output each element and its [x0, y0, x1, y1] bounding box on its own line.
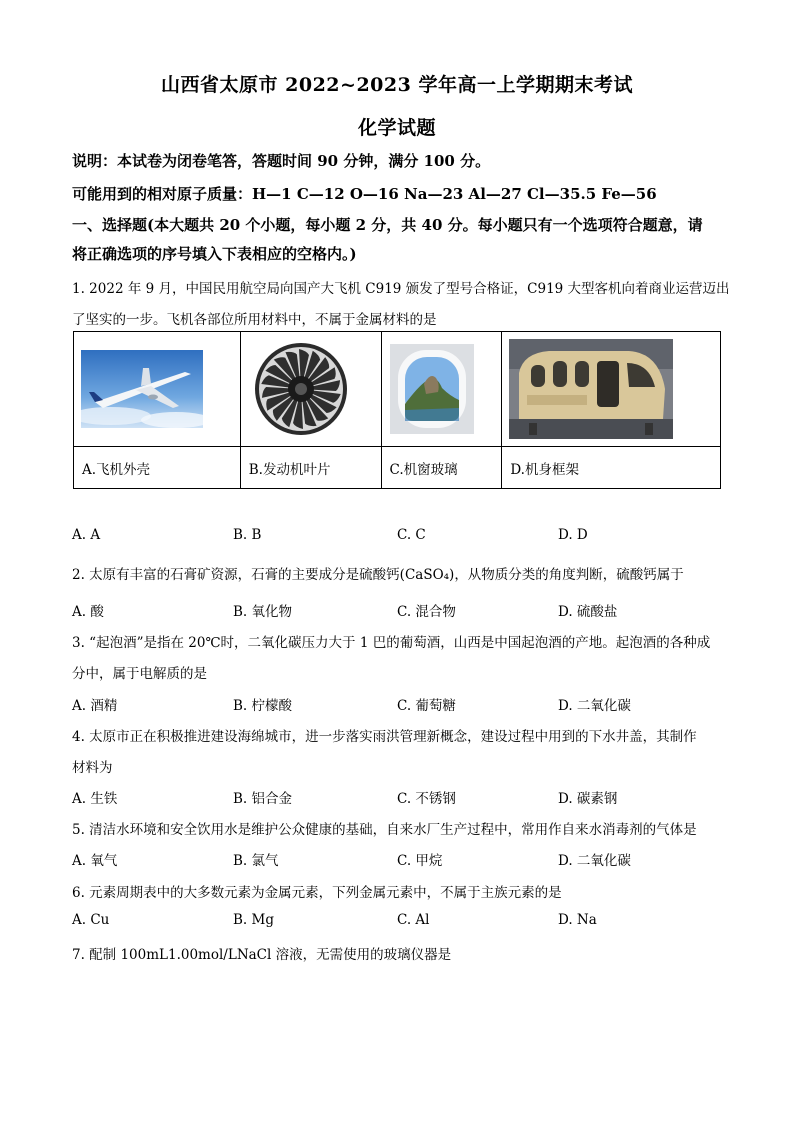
- q1-option-a[interactable]: A. A: [72, 527, 101, 543]
- q6-option-b[interactable]: B. Mg: [233, 912, 274, 928]
- q1-label-c: C.机窗玻璃: [381, 447, 502, 489]
- q6-text-line1: 6. 元素周期表中的大多数元素为金属元素，下列金属元素中，不属于主族元素的是: [72, 885, 562, 901]
- q6-options: [72, 912, 732, 932]
- q1-option-b[interactable]: B. B: [233, 527, 262, 543]
- q1-image-table: [73, 331, 721, 489]
- q2-option-d[interactable]: D. 硫酸盐: [558, 604, 618, 620]
- exam-note: 说明：本试卷为闭卷笔答，答题时间 90 分钟，满分 100 分。: [72, 152, 491, 170]
- q5-option-b[interactable]: B. 氯气: [233, 853, 279, 869]
- q3-text-line1: 3. “起泡酒”是指在 20℃时，二氧化碳压力大于 1 巴的葡萄酒，山西是中国起泡酒的产地。起泡酒的各种成: [72, 635, 711, 651]
- q1-options: [72, 527, 732, 547]
- q1-cell-engine: [240, 332, 381, 447]
- q5-option-d[interactable]: D. 二氧化碳: [558, 853, 631, 869]
- q1-option-d[interactable]: D. D: [558, 527, 588, 543]
- q6-option-c[interactable]: C. Al: [397, 912, 430, 928]
- q6-option-d[interactable]: D. Na: [558, 912, 597, 928]
- q5-option-c[interactable]: C. 甲烷: [397, 853, 443, 869]
- q3-option-a[interactable]: A. 酒精: [72, 698, 118, 714]
- q1-cell-airplane: [74, 332, 241, 447]
- airplane-window-image: [390, 344, 474, 434]
- q1-cell-frame: [502, 332, 721, 447]
- q2-option-c[interactable]: C. 混合物: [397, 604, 456, 620]
- q2-options: [72, 600, 732, 620]
- q2-formula: (CaSO₄): [399, 567, 455, 583]
- q4-option-c[interactable]: C. 不锈钢: [397, 791, 456, 807]
- q1-label-a: A.飞机外壳: [74, 447, 241, 489]
- atomic-masses: 可能用到的相对原子质量：H—1 C—12 O—16 Na—23 Al—27 Cl—35.5 Fe—56: [72, 185, 657, 203]
- q1-label-d: D.机身框架: [502, 447, 721, 489]
- q5-options: [72, 849, 732, 869]
- q7-text-line1: 7. 配制 100mL1.00mol/LNaCl 溶液，无需使用的玻璃仪器是: [72, 947, 452, 963]
- q3-option-d[interactable]: D. 二氧化碳: [558, 698, 631, 714]
- q5-text-line1: 5. 清洁水环境和安全饮用水是维护公众健康的基础，自来水厂生产过程中，常用作自来水消毒剂的气体是: [72, 822, 697, 838]
- engine-fan-image: [249, 341, 353, 437]
- airplane-image: [81, 350, 203, 428]
- q2-text: [72, 563, 684, 583]
- fuselage-frame-image: [509, 339, 673, 439]
- q3-text-line2: 分中，属于电解质的是: [72, 666, 207, 682]
- q1-label-b: B.发动机叶片: [240, 447, 381, 489]
- q2-text-before: 2. 太原有丰富的石膏矿资源，石膏的主要成分是硫酸钙: [72, 567, 400, 583]
- q4-options: [72, 787, 732, 807]
- section-heading-line1: 一、选择题(本大题共 20 个小题，每小题 2 分，共 40 分。每小题只有一个选项符合题意，请: [72, 216, 703, 234]
- exam-subtitle: 化学试题: [357, 117, 436, 139]
- q2-option-b[interactable]: B. 氧化物: [233, 604, 293, 620]
- q1-option-c[interactable]: C. C: [397, 527, 426, 543]
- q1-text-line1: 1. 2022 年 9 月，中国民用航空局向国产大飞机 C919 颁发了型号合格证，C919 大型客机向着商业运营迈出: [72, 281, 730, 297]
- q5-option-a[interactable]: A. 氧气: [72, 853, 118, 869]
- q4-option-d[interactable]: D. 碳素钢: [558, 791, 618, 807]
- q3-options: [72, 694, 732, 714]
- q2-option-a[interactable]: A. 酸: [72, 604, 104, 620]
- q3-option-c[interactable]: C. 葡萄糖: [397, 698, 456, 714]
- q4-option-b[interactable]: B. 铝合金: [233, 791, 293, 807]
- section-heading-line2: 将正确选项的序号填入下表相应的空格内。): [72, 245, 357, 263]
- q3-option-b[interactable]: B. 柠檬酸: [233, 698, 293, 714]
- exam-title: 山西省太原市 2022~2023 学年高一上学期期末考试: [161, 74, 633, 96]
- q4-text-line2: 材料为: [72, 760, 113, 776]
- q1-cell-window: [381, 332, 502, 447]
- q4-option-a[interactable]: A. 生铁: [72, 791, 118, 807]
- q1-text-line2: 了坚实的一步。飞机各部位所用材料中，不属于金属材料的是: [72, 312, 437, 328]
- q6-option-a[interactable]: A. Cu: [72, 912, 110, 928]
- q4-text-line1: 4. 太原市正在积极推进建设海绵城市，进一步落实雨洪管理新概念，建设过程中用到的下水井盖，其制作: [72, 729, 697, 745]
- q2-text-after: ，从物质分类的角度判断，硫酸钙属于: [454, 567, 684, 583]
